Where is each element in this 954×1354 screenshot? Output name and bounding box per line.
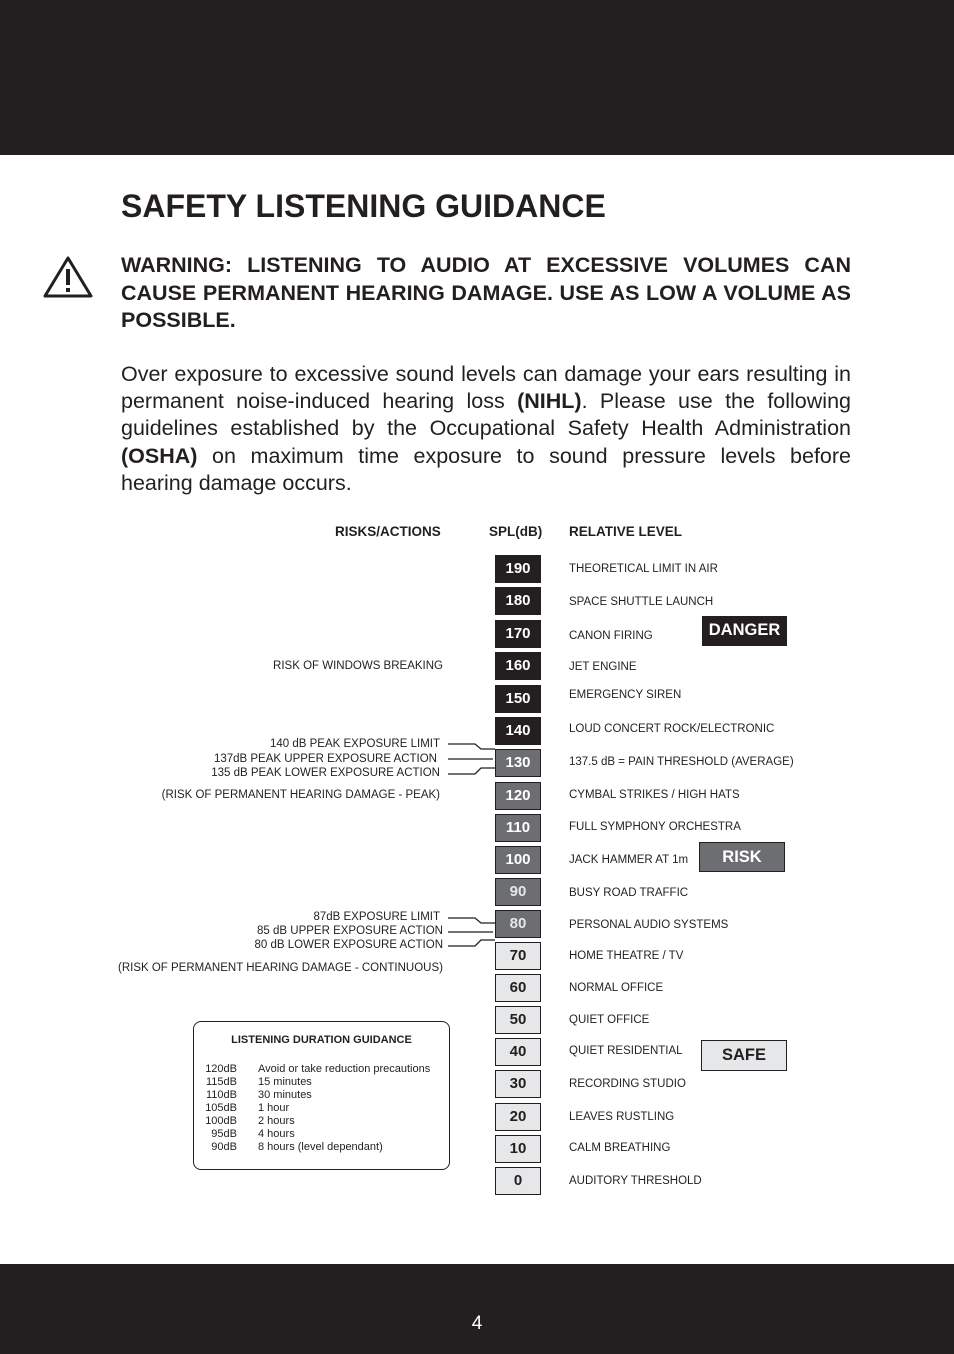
relative-level-label: QUIET OFFICE — [569, 1014, 650, 1026]
spl-level-60: 60 — [495, 974, 541, 1002]
spl-level-10: 10 — [495, 1135, 541, 1163]
spl-level-160: 160 — [495, 652, 541, 680]
relative-level-label: 137.5 dB = PAIN THRESHOLD (AVERAGE) — [569, 756, 794, 768]
warning-text: WARNING: LISTENING TO AUDIO AT EXCESSIVE VOLUMES CAN CAUSE PERMANENT HEARING DAMAGE. USE AS LOW A VOLUME AS POSSIBLE. — [121, 253, 851, 332]
risk-continuous-upper-action: 85 dB UPPER EXPOSURE ACTION — [257, 925, 443, 937]
spl-level-170: 170 — [495, 620, 541, 648]
relative-level-label: RECORDING STUDIO — [569, 1078, 686, 1090]
duration-db: 95dB — [211, 1128, 237, 1140]
warning-triangle-icon — [42, 255, 94, 299]
relative-level-label: NORMAL OFFICE — [569, 982, 664, 994]
relative-level-label: LOUD CONCERT ROCK/ELECTRONIC — [569, 723, 775, 735]
relative-level-label: HOME THEATRE / TV — [569, 950, 684, 962]
listening-duration-guidance-box — [193, 1021, 450, 1170]
relative-level-label: QUIET RESIDENTIAL — [569, 1045, 683, 1057]
relative-level-label: BUSY ROAD TRAFFIC — [569, 887, 689, 899]
spl-level-0: 0 — [495, 1167, 541, 1195]
duration-db: 100dB — [205, 1115, 237, 1127]
footer-band — [0, 1264, 954, 1354]
spl-level-120: 120 — [495, 782, 541, 810]
exposure-connector-lines — [445, 735, 497, 955]
spl-level-30: 30 — [495, 1070, 541, 1098]
duration-desc: 30 minutes — [258, 1089, 312, 1101]
spl-level-100: 100 — [495, 846, 541, 874]
risk-peak-lower-action: 135 dB PEAK LOWER EXPOSURE ACTION — [211, 767, 440, 779]
risk-continuous-lower-action: 80 dB LOWER EXPOSURE ACTION — [254, 939, 443, 951]
page-number: 4 — [471, 1313, 483, 1334]
relative-level-label: THEORETICAL LIMIT IN AIR — [569, 563, 718, 575]
intro-nihl: (NIHL) — [517, 389, 582, 414]
duration-db: 115dB — [206, 1076, 237, 1088]
spl-level-50: 50 — [495, 1006, 541, 1034]
spl-level-180: 180 — [495, 587, 541, 615]
risk-windows-breaking: RISK OF WINDOWS BREAKING — [273, 660, 443, 672]
header-band — [0, 0, 954, 155]
intro-text-3: on maximum time exposure to sound pressure levels before hearing damage occurs. — [121, 443, 851, 495]
header-relative-level: RELATIVE LEVEL — [569, 524, 683, 539]
intro-text-1: Over exposure to excessive sound levels can damage your ears resulting in permanent noise-induced hearing loss — [121, 362, 851, 414]
relative-level-label: CANON FIRING — [569, 630, 653, 642]
relative-level-label: FULL SYMPHONY ORCHESTRA — [569, 821, 741, 833]
duration-db: 105dB — [205, 1102, 237, 1114]
relative-level-label: JACK HAMMER AT 1m — [569, 854, 689, 866]
duration-desc: 2 hours — [258, 1115, 295, 1127]
duration-db: 120dB — [205, 1063, 237, 1075]
relative-level-label: JET ENGINE — [569, 661, 637, 673]
duration-desc: 1 hour — [258, 1102, 290, 1114]
safe-zone-badge: SAFE — [701, 1040, 787, 1071]
spl-level-80: 80 — [495, 910, 541, 938]
spl-level-110: 110 — [495, 814, 541, 842]
spl-level-40: 40 — [495, 1038, 541, 1066]
relative-level-label: PERSONAL AUDIO SYSTEMS — [569, 919, 729, 931]
duration-desc: 4 hours — [258, 1128, 295, 1140]
duration-guidance-title: LISTENING DURATION GUIDANCE — [231, 1034, 412, 1046]
header-spl: SPL(dB) — [489, 524, 543, 539]
risk-peak-upper-action: 137dB PEAK UPPER EXPOSURE ACTION — [213, 753, 437, 765]
spl-level-140: 140 — [495, 717, 541, 745]
risk-continuous-limit: 87dB EXPOSURE LIMIT — [313, 911, 440, 923]
risk-peak-limit: 140 dB PEAK EXPOSURE LIMIT — [269, 738, 440, 750]
relative-level-label: AUDITORY THRESHOLD — [569, 1175, 702, 1187]
duration-desc: 8 hours (level dependant) — [258, 1141, 383, 1153]
intro-paragraph — [121, 361, 851, 497]
spl-level-90: 90 — [495, 878, 541, 906]
duration-db: 110dB — [206, 1089, 237, 1101]
danger-zone-badge: DANGER — [702, 616, 787, 646]
duration-desc: 15 minutes — [258, 1076, 312, 1088]
relative-level-label: EMERGENCY SIREN — [569, 689, 682, 701]
intro-osha: (OSHA) — [121, 443, 198, 468]
spl-level-130: 130 — [495, 749, 541, 777]
spl-level-20: 20 — [495, 1103, 541, 1131]
duration-desc: Avoid or take reduction precautions — [258, 1063, 431, 1075]
relative-level-label: CYMBAL STRIKES / HIGH HATS — [569, 789, 740, 801]
risk-continuous-note: (RISK OF PERMANENT HEARING DAMAGE - CONTINUOUS) — [117, 962, 443, 974]
spl-level-190: 190 — [495, 555, 541, 583]
header-risks-actions: RISKS/ACTIONS — [335, 524, 441, 539]
spl-level-150: 150 — [495, 685, 541, 713]
relative-level-label: CALM BREATHING — [569, 1142, 671, 1154]
duration-db: 90dB — [211, 1141, 237, 1153]
risk-zone-badge: RISK — [699, 842, 785, 872]
spl-level-70: 70 — [495, 942, 541, 970]
risk-peak-note: (RISK OF PERMANENT HEARING DAMAGE - PEAK) — [161, 789, 440, 801]
relative-level-label: SPACE SHUTTLE LAUNCH — [569, 596, 714, 608]
intro-text-2: . Please use the following guidelines established by the Occupational Safety Health Administration — [121, 389, 851, 441]
page-title: SAFETY LISTENING GUIDANCE — [121, 188, 606, 224]
relative-level-label: LEAVES RUSTLING — [569, 1111, 675, 1123]
